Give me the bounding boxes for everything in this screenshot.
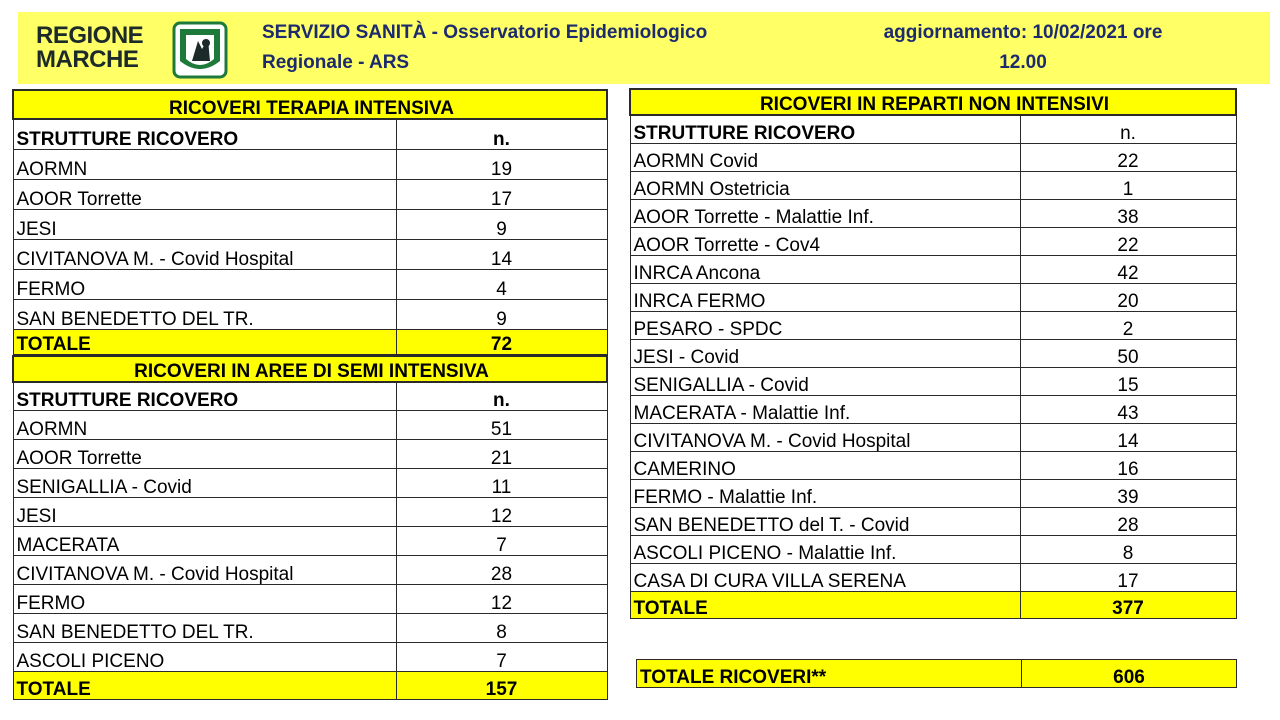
struttura-cell: JESI [13, 209, 396, 239]
report-header [18, 12, 1270, 84]
table-title: RICOVERI TERAPIA INTENSIVA [13, 90, 607, 119]
table-row [13, 526, 607, 555]
count-cell: 22 [1020, 227, 1236, 255]
count-cell: 2 [1020, 311, 1236, 339]
table-row [13, 410, 607, 439]
struttura-cell: PESARO - SPDC [630, 311, 1020, 339]
struttura-cell: CASA DI CURA VILLA SERENA [630, 563, 1020, 591]
struttura-cell: FERMO - Malattie Inf. [630, 479, 1020, 507]
table-row [13, 642, 607, 671]
region-emblem-icon [172, 21, 228, 79]
table-row [13, 439, 607, 468]
table-row [13, 468, 607, 497]
table-row [13, 299, 607, 329]
table-row [13, 584, 607, 613]
count-cell: 38 [1020, 199, 1236, 227]
table-row [630, 507, 1236, 535]
count-cell: 42 [1020, 255, 1236, 283]
column-header-struttura: STRUTTURE RICOVERO [630, 115, 1020, 143]
column-header-n: n. [1020, 115, 1236, 143]
count-cell: 28 [396, 555, 607, 584]
struttura-cell: FERMO [13, 584, 396, 613]
table-title: RICOVERI IN REPARTI NON INTENSIVI [630, 89, 1236, 115]
struttura-cell: CIVITANOVA M. - Covid Hospital [630, 423, 1020, 451]
table-row [630, 451, 1236, 479]
total-label: TOTALE [13, 671, 396, 699]
struttura-cell: SENIGALLIA - Covid [630, 367, 1020, 395]
table-row [13, 209, 607, 239]
column-header-struttura: STRUTTURE RICOVERO [13, 382, 396, 410]
table-row [13, 497, 607, 526]
count-cell: 9 [396, 299, 607, 329]
struttura-cell: CIVITANOVA M. - Covid Hospital [13, 239, 396, 269]
table-row [630, 367, 1236, 395]
table-row [630, 283, 1236, 311]
update-timestamp [838, 18, 1208, 78]
logo-line-1: REGIONE [36, 22, 144, 49]
struttura-cell: MACERATA [13, 526, 396, 555]
table-row [13, 555, 607, 584]
total-value: 72 [396, 329, 607, 354]
regione-marche-logo [36, 19, 236, 79]
struttura-cell: AOOR Torrette [13, 439, 396, 468]
count-cell: 19 [396, 149, 607, 179]
table-row [630, 395, 1236, 423]
count-cell: 12 [396, 497, 607, 526]
table-row [630, 563, 1236, 591]
column-header-n: n. [396, 382, 607, 410]
count-cell: 17 [396, 179, 607, 209]
service-line-2: Regionale - ARS [262, 52, 410, 73]
struttura-cell: CAMERINO [630, 451, 1020, 479]
struttura-cell: CIVITANOVA M. - Covid Hospital [13, 555, 396, 584]
update-line-1: aggiornamento: 10/02/2021 ore [883, 22, 1163, 43]
struttura-cell: INRCA FERMO [630, 283, 1020, 311]
struttura-cell: FERMO [13, 269, 396, 299]
struttura-cell: ASCOLI PICENO [13, 642, 396, 671]
total-value: 157 [396, 671, 607, 699]
struttura-cell: AORMN Ostetricia [630, 171, 1020, 199]
struttura-cell: AOOR Torrette - Malattie Inf. [630, 199, 1020, 227]
column-header-n: n. [396, 119, 607, 149]
count-cell: 43 [1020, 395, 1236, 423]
struttura-cell: ASCOLI PICENO - Malattie Inf. [630, 535, 1020, 563]
table-row [630, 199, 1236, 227]
table-row [630, 423, 1236, 451]
struttura-cell: SAN BENEDETTO del T. - Covid [630, 507, 1020, 535]
table-row [630, 339, 1236, 367]
struttura-cell: AORMN [13, 149, 396, 179]
table-row [630, 535, 1236, 563]
count-cell: 14 [396, 239, 607, 269]
struttura-cell: SAN BENEDETTO DEL TR. [13, 299, 396, 329]
grand-total-label: TOTALE RICOVERI** [637, 660, 1022, 688]
grand-total-table [636, 659, 1237, 688]
count-cell: 17 [1020, 563, 1236, 591]
count-cell: 11 [396, 468, 607, 497]
count-cell: 8 [396, 613, 607, 642]
count-cell: 50 [1020, 339, 1236, 367]
table-row [630, 143, 1236, 171]
struttura-cell: AORMN Covid [630, 143, 1020, 171]
count-cell: 14 [1020, 423, 1236, 451]
count-cell: 51 [396, 410, 607, 439]
table-row [13, 613, 607, 642]
total-value: 377 [1020, 591, 1236, 618]
semi-intensiva-table [12, 355, 608, 700]
table-row [630, 255, 1236, 283]
non-intensivi-table [629, 88, 1237, 619]
count-cell: 16 [1020, 451, 1236, 479]
struttura-cell: INRCA Ancona [630, 255, 1020, 283]
grand-total-value: 606 [1022, 660, 1237, 688]
struttura-cell: AORMN [13, 410, 396, 439]
table-row [630, 171, 1236, 199]
table-row [13, 269, 607, 299]
count-cell: 7 [396, 526, 607, 555]
terapia-intensiva-table [12, 89, 608, 355]
total-label: TOTALE [630, 591, 1020, 618]
count-cell: 20 [1020, 283, 1236, 311]
struttura-cell: AOOR Torrette - Cov4 [630, 227, 1020, 255]
struttura-cell: MACERATA - Malattie Inf. [630, 395, 1020, 423]
count-cell: 39 [1020, 479, 1236, 507]
table-row [13, 239, 607, 269]
count-cell: 1 [1020, 171, 1236, 199]
table-row [630, 311, 1236, 339]
struttura-cell: JESI [13, 497, 396, 526]
update-line-2: 12.00 [999, 52, 1047, 73]
table-row [13, 149, 607, 179]
total-label: TOTALE [13, 329, 396, 354]
count-cell: 8 [1020, 535, 1236, 563]
struttura-cell: AOOR Torrette [13, 179, 396, 209]
count-cell: 12 [396, 584, 607, 613]
count-cell: 28 [1020, 507, 1236, 535]
column-header-struttura: STRUTTURE RICOVERO [13, 119, 396, 149]
logo-line-2: MARCHE [36, 46, 139, 73]
table-row [630, 227, 1236, 255]
count-cell: 7 [396, 642, 607, 671]
count-cell: 4 [396, 269, 607, 299]
service-title [262, 18, 822, 78]
service-line-1: SERVIZIO SANITÀ - Osservatorio Epidemiologico [262, 22, 708, 43]
count-cell: 15 [1020, 367, 1236, 395]
table-row [13, 179, 607, 209]
count-cell: 22 [1020, 143, 1236, 171]
struttura-cell: SAN BENEDETTO DEL TR. [13, 613, 396, 642]
count-cell: 21 [396, 439, 607, 468]
struttura-cell: SENIGALLIA - Covid [13, 468, 396, 497]
table-title: RICOVERI IN AREE DI SEMI INTENSIVA [13, 356, 607, 382]
count-cell: 9 [396, 209, 607, 239]
table-row [630, 479, 1236, 507]
struttura-cell: JESI - Covid [630, 339, 1020, 367]
